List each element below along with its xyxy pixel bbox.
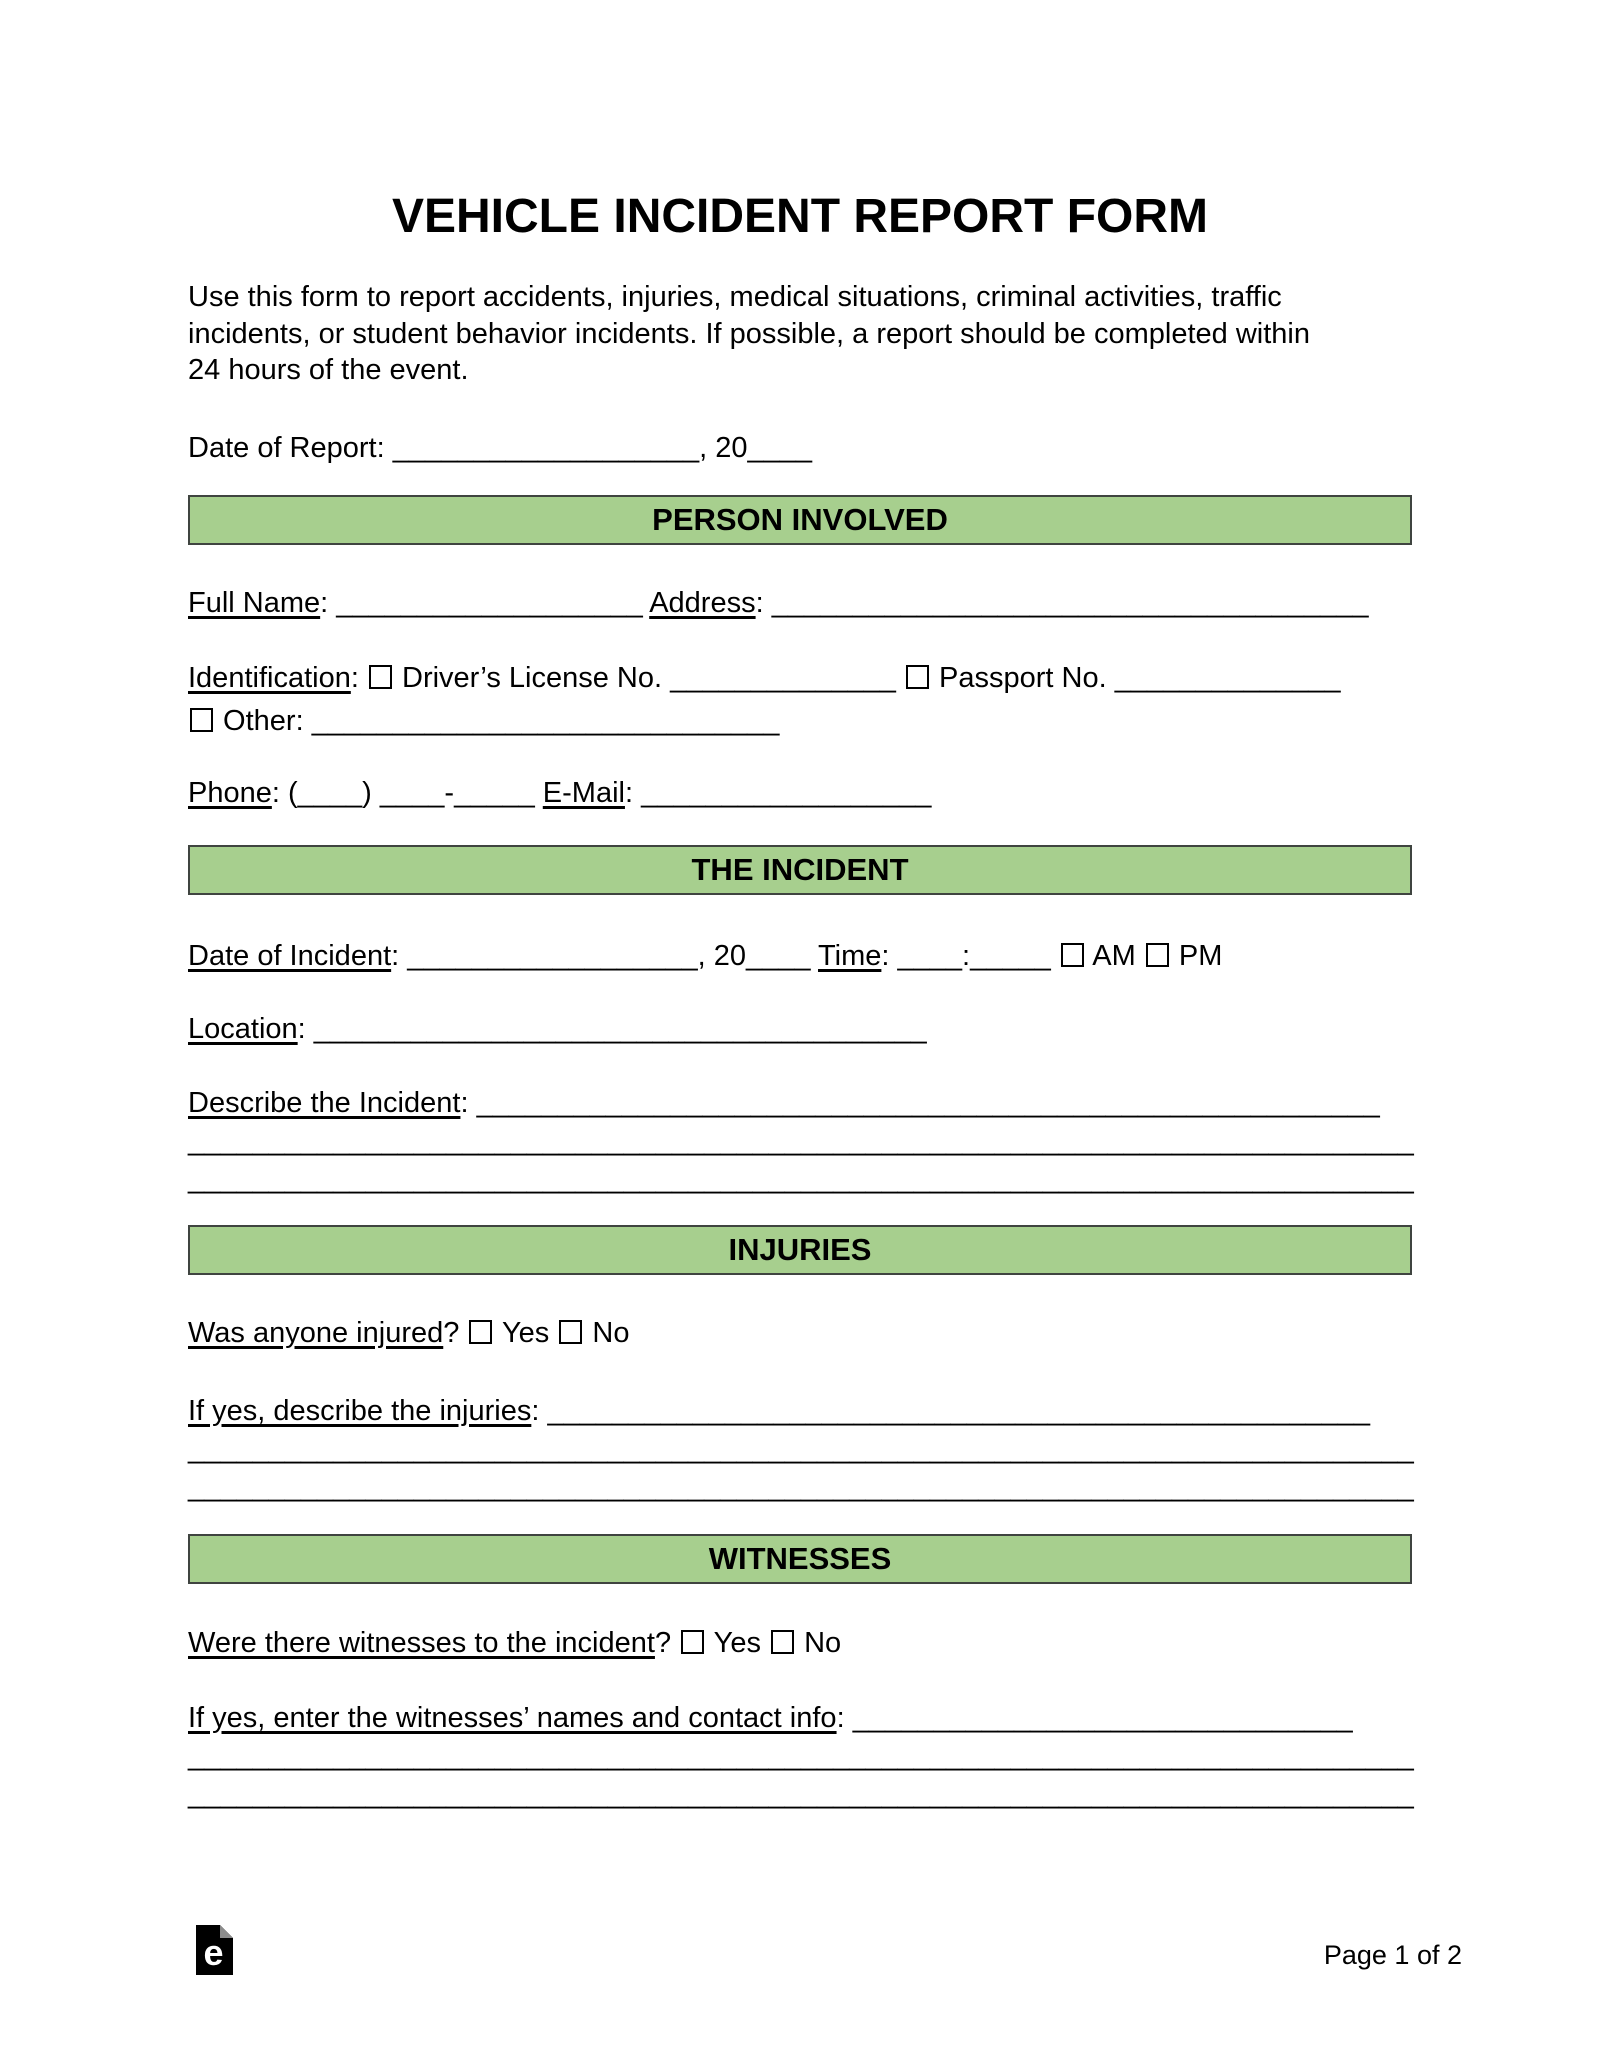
checkbox-icon[interactable] — [771, 1630, 794, 1654]
intro-line: incidents, or student behavior incidents. If possible, a report should be completed within — [188, 317, 1310, 350]
blank-field[interactable]: _____ — [970, 940, 1051, 972]
checkbox-icon[interactable] — [1061, 943, 1084, 967]
text: ? — [654, 1627, 680, 1659]
blank-field[interactable]: _____________________________________ — [771, 587, 1369, 619]
field-label: Date of Incident — [188, 940, 392, 972]
text: ) — [362, 777, 380, 809]
section-title: WITNESSES — [708, 1541, 892, 1576]
field-label: Describe the Incident — [188, 1087, 461, 1119]
field-label: Time — [818, 940, 882, 972]
describe-injuries-rule — [188, 1468, 1414, 1506]
blank-field[interactable]: ____ — [745, 940, 811, 972]
blank-field[interactable]: ______________ — [670, 662, 896, 694]
blank-field[interactable]: ____ — [747, 432, 813, 464]
anyone-injured-line — [188, 1314, 629, 1352]
blank-field[interactable]: ____________________________________________________________________________ — [188, 1125, 1414, 1157]
blank-field[interactable]: ____ — [297, 777, 363, 809]
location-line — [188, 1010, 927, 1048]
describe-incident-line — [188, 1084, 1380, 1122]
text — [810, 940, 818, 972]
text: PM — [1170, 940, 1223, 972]
text: : — [881, 940, 898, 972]
text: , 20 — [699, 432, 748, 464]
checkbox-icon[interactable] — [190, 708, 213, 732]
text: Yes — [706, 1627, 770, 1659]
blank-field[interactable]: ______________________________________ — [313, 1013, 927, 1045]
blank-field[interactable]: __________________ — [407, 940, 698, 972]
section-header-the-incident — [188, 845, 1412, 895]
intro-line: 24 hours of the event. — [188, 354, 469, 386]
text: : ( — [271, 777, 298, 809]
checkbox-icon[interactable] — [1146, 943, 1169, 967]
text: , 20 — [697, 940, 746, 972]
describe-injuries-line — [188, 1392, 1370, 1430]
text: : — [755, 587, 772, 619]
blank-field[interactable]: _____________________________ — [311, 705, 780, 737]
text: Other: — [215, 705, 312, 737]
text: : — [531, 1395, 548, 1427]
intro-line: Use this form to report accidents, injuries, medical situations, criminal activities, traffic — [188, 281, 1282, 313]
text: Driver’s License No. — [393, 662, 671, 694]
intro-paragraph — [188, 279, 1428, 389]
text: Date of Report: — [188, 432, 393, 464]
field-label: Address — [649, 587, 756, 619]
blank-field[interactable]: ____________________________________________________________________________ — [188, 1163, 1414, 1195]
text: No — [584, 1317, 630, 1349]
field-label: Was anyone injured — [188, 1317, 444, 1349]
full-name-address-line — [188, 584, 1368, 622]
blank-field[interactable]: ____________________________________________________________________________ — [188, 1433, 1414, 1465]
witnesses-info-line — [188, 1699, 1353, 1737]
text: : — [624, 777, 642, 809]
field-label: If yes, enter the witnesses’ names and contact info — [188, 1702, 837, 1734]
text — [896, 662, 904, 694]
text — [535, 777, 543, 809]
witnesses-question-line — [188, 1624, 841, 1662]
identification-other-line — [188, 702, 779, 740]
text: No — [796, 1627, 842, 1659]
field-label: If yes, describe the injuries — [188, 1395, 532, 1427]
text: : — [391, 940, 408, 972]
checkbox-icon[interactable] — [906, 665, 929, 689]
blank-field[interactable]: ______________ — [1114, 662, 1341, 694]
blank-field[interactable]: ____________________________________________________________________________ — [188, 1778, 1414, 1810]
text: : — [297, 1013, 314, 1045]
page-title: VEHICLE INCIDENT REPORT FORM — [391, 190, 1209, 243]
logo-letter: e — [203, 1932, 224, 1973]
field-label: Were there witnesses to the incident — [188, 1627, 655, 1659]
blank-field[interactable]: ____________________________________________________________________________ — [188, 1471, 1414, 1503]
field-label: Phone — [188, 777, 272, 809]
eforms-logo-icon — [196, 1925, 233, 1975]
blank-field[interactable]: _______________________________ — [852, 1702, 1353, 1734]
text: Passport No. — [930, 662, 1115, 694]
text: : — [460, 1087, 477, 1119]
section-title: PERSON INVOLVED — [652, 502, 948, 537]
text: Yes — [494, 1317, 558, 1349]
phone-email-line — [188, 774, 931, 812]
field-label: Full Name — [188, 587, 321, 619]
describe-incident-rule — [188, 1122, 1414, 1160]
section-title: INJURIES — [728, 1232, 872, 1267]
text: - — [444, 777, 455, 809]
text: : — [320, 587, 337, 619]
checkbox-icon[interactable] — [469, 1320, 492, 1344]
checkbox-icon[interactable] — [559, 1320, 582, 1344]
witnesses-info-rule — [188, 1737, 1414, 1775]
blank-field[interactable]: ____ — [897, 940, 963, 972]
field-label: Location — [188, 1013, 298, 1045]
text — [1051, 940, 1059, 972]
identification-line — [188, 659, 1341, 697]
blank-field[interactable]: ____ — [379, 777, 445, 809]
describe-injuries-rule — [188, 1430, 1414, 1468]
blank-field[interactable]: ________________________________________________________ — [476, 1087, 1380, 1119]
checkbox-icon[interactable] — [681, 1630, 704, 1654]
field-label: Identification — [188, 662, 351, 694]
blank-field[interactable]: ____________________________________________________________________________ — [188, 1740, 1414, 1772]
text: : — [962, 940, 971, 972]
section-title: THE INCIDENT — [691, 852, 909, 887]
text: AM — [1085, 940, 1144, 972]
text: ? — [443, 1317, 468, 1349]
field-label: E-Mail — [542, 777, 625, 809]
witnesses-info-rule — [188, 1775, 1414, 1813]
blank-field[interactable]: ___________________ — [336, 587, 643, 619]
section-header-person-involved — [188, 495, 1412, 545]
checkbox-icon[interactable] — [369, 665, 392, 689]
blank-field[interactable]: ___________________ — [392, 432, 700, 464]
document-icon — [196, 1925, 233, 1975]
text: : — [350, 662, 367, 694]
section-header-injuries — [188, 1225, 1412, 1275]
blank-field[interactable]: ___________________________________________________ — [547, 1395, 1371, 1427]
blank-field[interactable]: __________________ — [641, 777, 932, 809]
describe-incident-rule — [188, 1160, 1414, 1198]
blank-field[interactable]: _____ — [454, 777, 535, 809]
date-of-report-line — [188, 429, 812, 467]
page-number: Page 1 of 2 — [1323, 1940, 1462, 1970]
text: : — [836, 1702, 853, 1734]
date-of-incident-line — [188, 937, 1222, 975]
section-header-witnesses — [188, 1534, 1412, 1584]
